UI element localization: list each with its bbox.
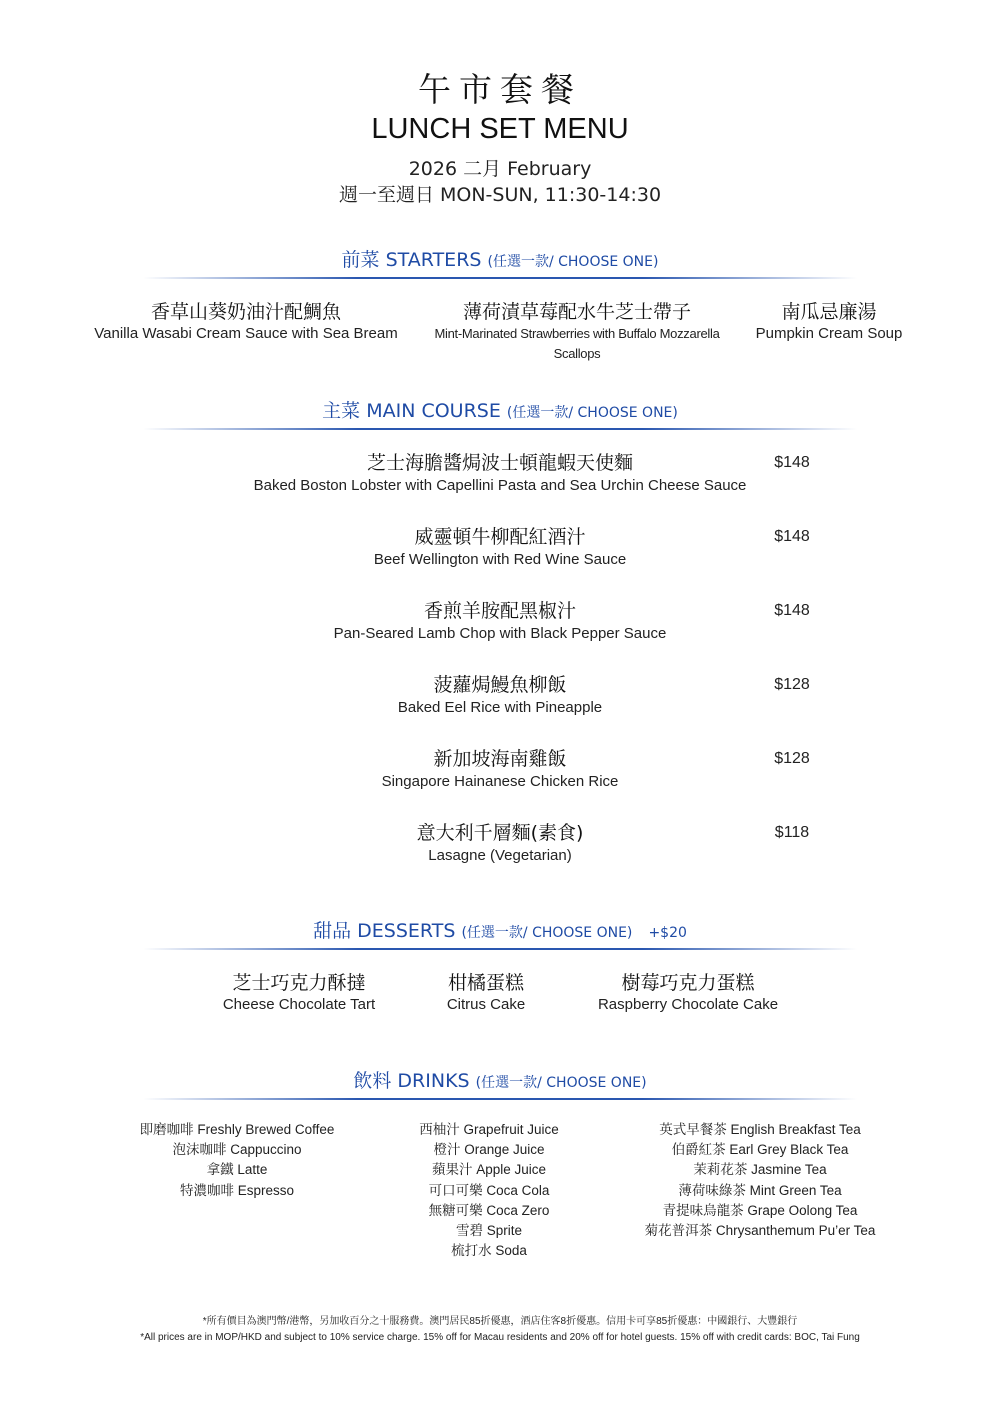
main-course-item (150, 821, 850, 867)
dessert-name-zh: 柑橘蛋糕 (447, 972, 524, 994)
desserts-surcharge: +$20 (648, 925, 687, 941)
main-course-item (150, 673, 850, 719)
starters-heading-text: 前菜 STARTERS (341, 249, 482, 271)
main-course-item (150, 525, 850, 571)
starter-name-zh: 香草山葵奶油汁配鯛魚 (150, 301, 341, 323)
starter-name-en: Pumpkin Cream Soup (755, 325, 903, 342)
main-course-price: $148 (774, 528, 810, 545)
main-course-name-en: Pan-Seared Lamb Chop with Black Pepper Sauce (333, 625, 667, 642)
desserts-choose-note: (任選一款/ CHOOSE ONE) (461, 925, 633, 941)
drink-item: 即磨咖啡 Freshly Brewed Coffee (139, 1122, 335, 1137)
drink-item: 英式早餐茶 English Breakfast Tea (659, 1122, 861, 1137)
desserts-divider (143, 948, 857, 950)
drink-item: 伯爵紅茶 Earl Grey Black Tea (671, 1142, 849, 1158)
starters-heading (0, 247, 1000, 275)
main-course-heading-text: 主菜 MAIN COURSE (322, 400, 501, 422)
starter-item (746, 300, 912, 344)
main-course-divider (143, 428, 857, 430)
footer-note-english: *All prices are in MOP/HKD and subject to 10% service charge. 15% off for Macau residents and 20% off for hotel guests. 15% off with credit cards: BOC, Tai Fung (140, 1332, 860, 1343)
drinks-heading-text: 飲料 DRINKS (353, 1070, 470, 1092)
main-course-name-en: Beef Wellington with Red Wine Sauce (373, 551, 627, 568)
dessert-item (204, 971, 394, 1015)
drinks-tea-list (624, 1120, 896, 1241)
dessert-item (416, 971, 556, 1015)
main-course-price: $148 (774, 454, 810, 471)
main-course-name-en: Lasagne (Vegetarian) (428, 847, 572, 864)
drinks-choose-note: (任選一款/ CHOOSE ONE) (475, 1075, 647, 1091)
drinks-juice-list (390, 1120, 588, 1261)
footer-note-chinese: *所有價目為澳門幣/港幣，另加收百分之十服務費。澳門居民85折優惠，酒店住客8折優惠。信用卡可享85折優惠：中國銀行、大豐銀行 (202, 1316, 798, 1327)
main-course-price: $128 (774, 676, 810, 693)
main-course-item (150, 599, 850, 645)
drinks-divider (143, 1098, 857, 1100)
starter-item (412, 300, 742, 364)
main-course-heading (0, 398, 1000, 426)
main-course-price: $148 (774, 602, 810, 619)
starters-divider (143, 277, 857, 279)
drinks-heading (0, 1068, 1000, 1096)
main-course-name-en: Singapore Hainanese Chicken Rice (381, 773, 619, 790)
dessert-name-zh: 樹莓巧克力蛋糕 (621, 972, 755, 994)
main-course-name-zh: 新加坡海南雞飯 (433, 748, 567, 770)
main-course-price: $128 (774, 750, 810, 767)
starter-name-en: Vanilla Wasabi Cream Sauce with Sea Bream (94, 325, 398, 342)
drink-item: 茉莉花茶 Jasmine Tea (693, 1162, 827, 1178)
drink-item: 可口可樂 Coca Cola (428, 1182, 550, 1198)
dessert-name-en: Raspberry Chocolate Cake (597, 996, 779, 1013)
menu-month: 2026 二月 February (408, 158, 592, 180)
drink-item: 蘋果汁 Apple Juice (431, 1162, 547, 1178)
service-hours: 週一至週日 MON-SUN, 11:30-14:30 (338, 184, 662, 206)
starters-choose-note: (任選一款/ CHOOSE ONE) (487, 254, 659, 270)
dessert-name-en: Cheese Chocolate Tart (222, 996, 376, 1013)
main-course-name-en: Baked Eel Rice with Pineapple (397, 699, 603, 716)
drinks-coffee-list (117, 1120, 357, 1201)
drink-item: 青提味烏龍茶 Grape Oolong Tea (662, 1202, 858, 1218)
drink-item: 無糖可樂 Coca Zero (428, 1202, 550, 1218)
main-course-name-zh: 菠蘿焗鰻魚柳飯 (433, 674, 567, 696)
dessert-item (578, 971, 798, 1015)
drink-item: 特濃咖啡 Espresso (179, 1182, 295, 1198)
dessert-name-en: Citrus Cake (446, 996, 526, 1013)
starter-item (90, 300, 402, 344)
drink-item: 菊花普洱茶 Chrysanthemum Pu’er Tea (644, 1223, 876, 1239)
page-title-english: LUNCH SET MENU (371, 113, 629, 145)
main-course-item (150, 747, 850, 793)
main-course-name-zh: 意大利千層麵(素食) (416, 822, 584, 844)
drink-item: 梳打水 Soda (451, 1243, 527, 1259)
main-course-name-zh: 威靈頓牛柳配紅酒汁 (414, 526, 586, 548)
drink-item: 拿鐵 Latte (206, 1162, 268, 1178)
main-course-name-zh: 香煎羊胺配黑椒汁 (423, 600, 576, 622)
desserts-heading-text: 甜品 DESSERTS (313, 920, 456, 942)
drink-item: 西柚汁 Grapefruit Juice (419, 1122, 559, 1137)
starter-name-zh: 薄荷漬草莓配水牛芝士帶子 (462, 301, 691, 323)
page-title-chinese: 午市套餐 (418, 70, 582, 109)
main-course-item (150, 451, 850, 497)
drink-item: 橙汁 Orange Juice (433, 1142, 545, 1158)
drink-item: 泡沫咖啡 Cappuccino (172, 1142, 302, 1158)
main-course-name-zh: 芝士海膽醬焗波士頓龍蝦天使麵 (366, 452, 633, 474)
main-course-name-en: Baked Boston Lobster with Capellini Pasta and Sea Urchin Cheese Sauce (253, 477, 747, 494)
desserts-heading (0, 918, 1000, 946)
drink-item: 薄荷味綠茶 Mint Green Tea (678, 1182, 842, 1198)
main-course-choose-note: (任選一款/ CHOOSE ONE) (506, 405, 678, 421)
starter-name-en: Mint-Marinated Strawberries with Buffalo Mozzarella Scallops (434, 326, 720, 361)
main-course-price: $118 (774, 824, 810, 841)
starter-name-zh: 南瓜忌廉湯 (781, 301, 877, 323)
drink-item: 雪碧 Sprite (455, 1223, 523, 1239)
dessert-name-zh: 芝士巧克力酥撻 (232, 972, 366, 994)
